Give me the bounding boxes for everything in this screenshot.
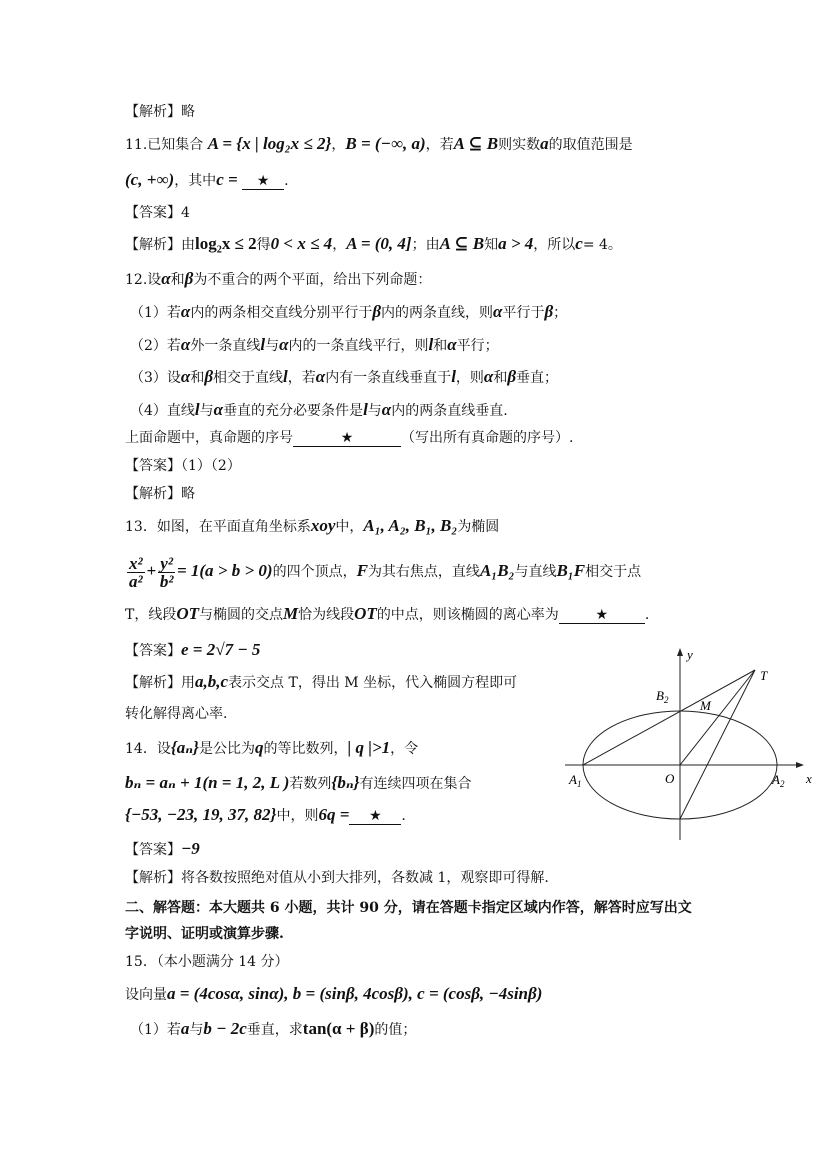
point-a1-label: $A_1$ — [569, 772, 582, 789]
x-axis-label: x — [806, 771, 812, 786]
q13-analysis-line1: 【解析】用a,b,c表示交点 T，得出 M 坐标，代入椭圆方程即可 — [125, 672, 518, 691]
fraction-x2-a2: $\frac{\text{x²}}{\text{a²}}$ — [129, 553, 143, 591]
section-2-heading: 二、解答题：本大题共 6 小题，共计 90 分，请在答题卡指定区域内作答，解答时应写出文 — [125, 900, 692, 916]
q13-answer: 【答案】e = 2√7 − 5 — [125, 640, 261, 659]
q11-answer: 【答案】4 — [125, 205, 190, 221]
q14-answer: 【答案】−9 — [125, 839, 200, 858]
q12-proposition-4: （4）直线l与α垂直的充分必要条件是l与α内的两条直线垂直. — [130, 400, 508, 419]
fraction-y2-b2: $\frac{\text{y²}}{\text{b²}}$ — [159, 553, 174, 591]
point-b2-label: $B_2$ — [656, 688, 669, 705]
section-2-heading-cont: 字说明、证明或演算步骤. — [125, 926, 284, 942]
line-b1-t — [680, 670, 755, 819]
q11-analysis: 【解析】由log₂x ≤ 2得0 < x ≤ 4，A = (0, 4]；由A ⊆ B知a > 4，所以c= 4。 — [125, 234, 622, 253]
q13-analysis-line2: 转化解得离心率. — [125, 706, 228, 722]
x-axis-arrow — [796, 762, 804, 768]
origin-label: O — [665, 771, 675, 786]
q12-proposition-3: （3）设α和β相交于直线l，若α内有一条直线垂直于l，则α和β垂直； — [130, 367, 559, 386]
q13-stem-line2: $\frac{\text{x²}}{\text{a²}}$ + $\frac{\text{y²}}{\text{b²}}$ = 1(a > b > 0)的四个顶点，F为其右焦点，直线A₁B₂与直线B₁F相交于点 — [129, 553, 642, 591]
q12-question: 上面命题中，真命题的序号 ★ （写出所有真命题的序号）. — [125, 430, 574, 446]
point-m-label: M — [700, 698, 711, 713]
point-t-label: T — [760, 668, 768, 683]
answer-blank: ★ — [293, 430, 401, 447]
point-a2-label: $A_2$ — [772, 772, 785, 789]
y-axis-arrow — [677, 648, 683, 656]
segment-o-t — [680, 670, 755, 765]
answer-blank: ★ — [559, 607, 645, 624]
answer-blank: ★ — [242, 173, 284, 190]
q14-stem-line3: {−53, −23, 19, 37, 82}中，则6q = ★ . — [125, 805, 406, 824]
q11-stem-line1: 11.已知集合 A = {x | log₂x ≤ 2}，B = (−∞, a)，若A ⊆ B则实数a的取值范围是 — [125, 134, 633, 153]
q12-proposition-2: （2）若α外一条直线l与α内的一条直线平行，则l和α平行； — [130, 335, 499, 354]
q13-stem-line3: T，线段OT与椭圆的交点M恰为线段OT的中点，则该椭圆的离心率为 ★ . — [125, 604, 650, 623]
q15-stem: 设向量a = (4cosα, sinα), b = (sinβ, 4cosβ), c = (cosβ, −4sinβ) — [125, 984, 543, 1003]
q12-stem: 12.设α和β为不重合的两个平面，给出下列命题： — [125, 269, 432, 288]
q10-analysis: 【解析】略 — [125, 104, 195, 120]
q12-analysis: 【解析】略 — [125, 486, 195, 502]
q14-stem-line2: bₙ = aₙ + 1(n = 1, 2, L )若数列{bₙ}有连续四项在集合 — [125, 773, 472, 792]
line-a1-t — [583, 670, 755, 765]
ellipse-diagram — [565, 640, 820, 845]
q11-stem-line2: (c, +∞)，其中c = ★ . — [125, 170, 289, 189]
q15-header: 15．（本小题满分 14 分） — [125, 954, 289, 970]
q13-stem-line1: 13．如图，在平面直角坐标系xoy中，A₁, A₂, B₁, B₂为椭圆 — [125, 516, 500, 535]
q12-answer: 【答案】（1）（2） — [125, 458, 241, 474]
q14-stem-line1: 14．设{aₙ}是公比为q的等比数列，| q |>1，令 — [125, 738, 419, 757]
q14-analysis: 【解析】将各数按照绝对值从小到大排列，各数减 1，观察即可得解. — [125, 870, 549, 886]
answer-blank: ★ — [349, 808, 401, 825]
y-axis-label: y — [687, 647, 693, 662]
q15-part1: （1）若a与b − 2c垂直，求tan(α + β)的值； — [130, 1019, 417, 1038]
q12-proposition-1: （1）若α内的两条相交直线分别平行于β内的两条直线，则α平行于β； — [130, 302, 568, 321]
